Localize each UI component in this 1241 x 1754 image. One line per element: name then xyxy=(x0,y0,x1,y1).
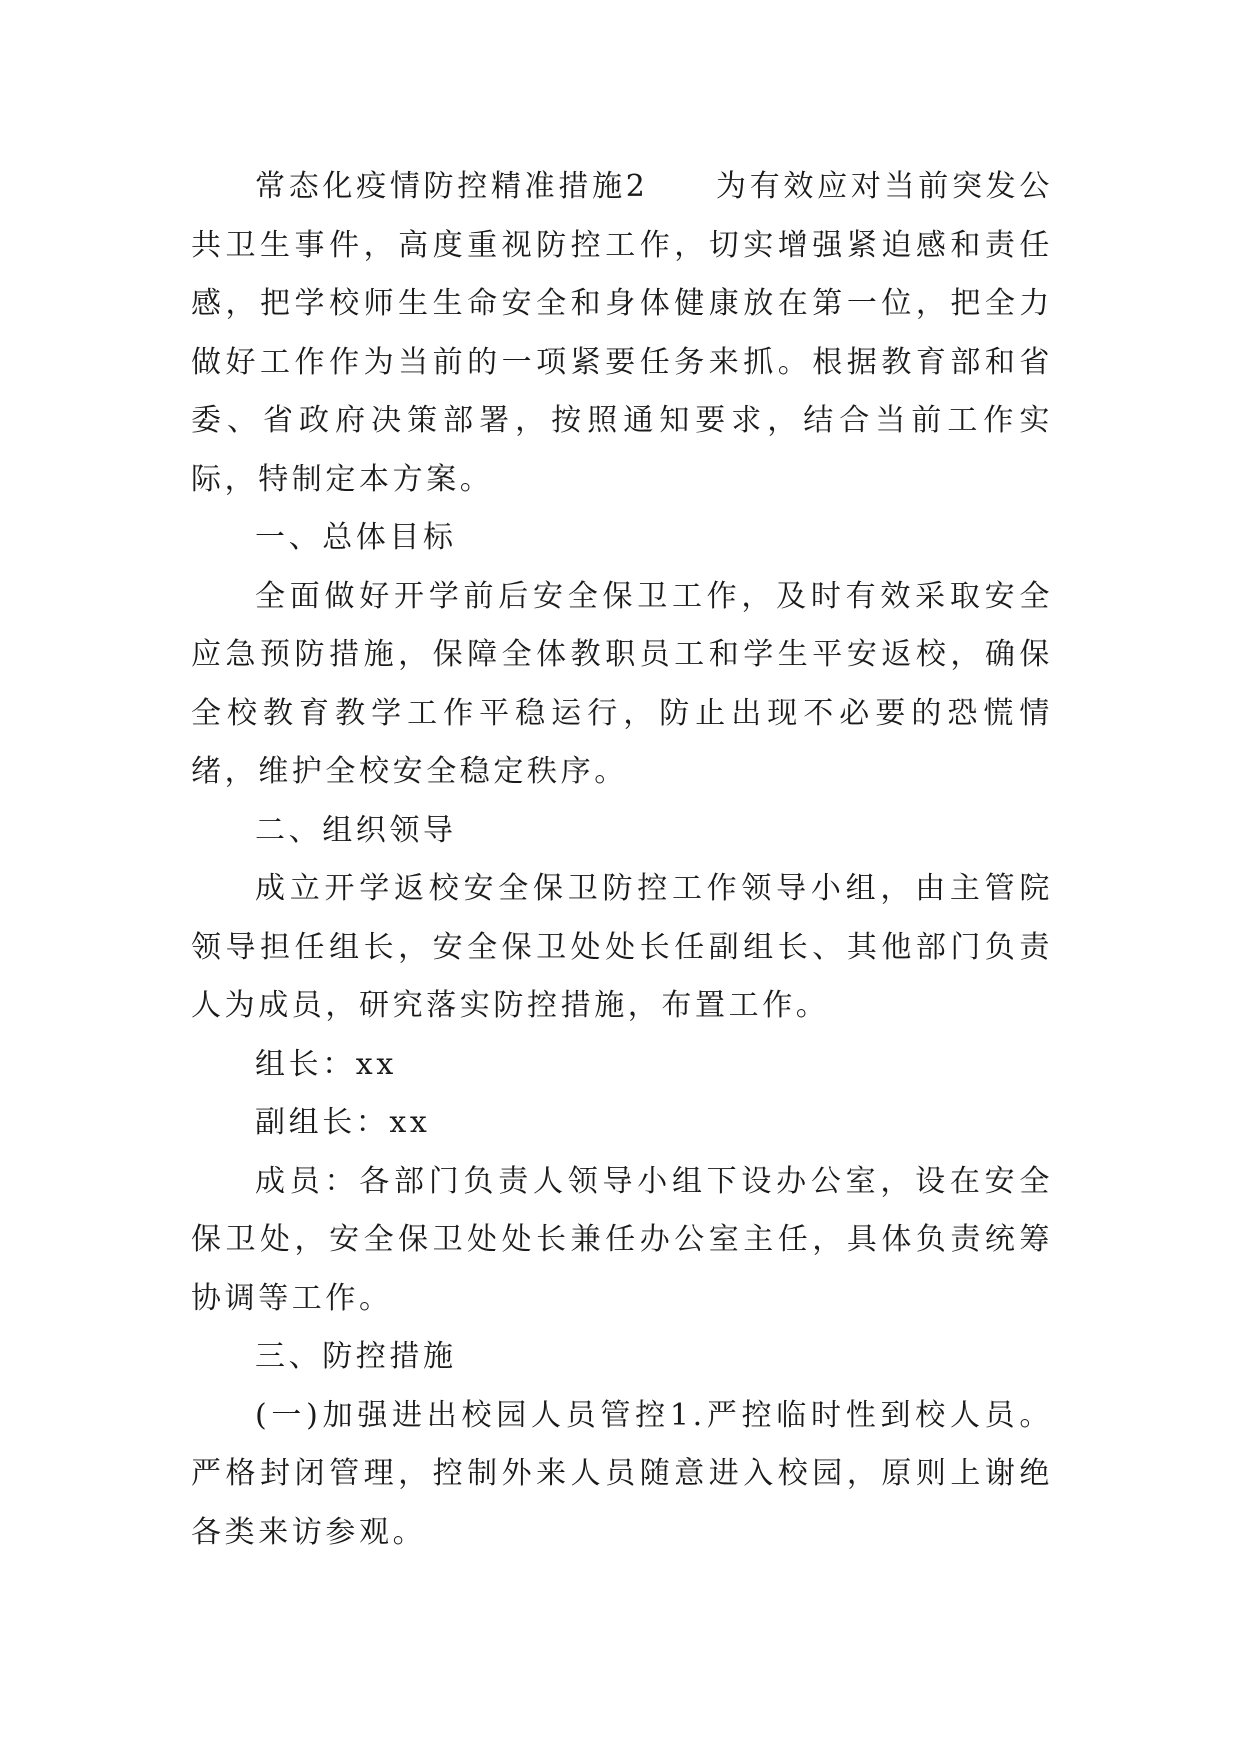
deputy-leader-line: 副组长：xx xyxy=(255,1105,431,1140)
leadership-paragraph: 成立开学返校安全保卫防控工作领导小组，由主管院领导担任组长，安全保卫处处长任副组长、其他部门负责人为成员，研究落实防控措施，布置工作。 xyxy=(191,871,1053,1023)
intro-paragraph: 常态化疫情防控精准措施2 为有效应对当前突发公共卫生事件，高度重视防控工作，切实增强紧迫感和责任感，把学校师生生命安全和身体健康放在第一位，把全力做好工作作为当前的一项紧要任务来抓。根据教育部和省委、省政府决策部署，按照通知要求，结合当前工作实际，特制定本方案。 xyxy=(191,169,1053,497)
section-heading-measures: 三、防控措施 xyxy=(255,1339,457,1374)
section-heading-overall-goal: 一、总体目标 xyxy=(255,520,457,555)
overall-goal-paragraph: 全面做好开学前后安全保卫工作，及时有效采取安全应急预防措施，保障全体教职员工和学生平安返校，确保全校教育教学工作平稳运行，防止出现不必要的恐慌情绪，维护全校安全稳定秩序。 xyxy=(191,578,1053,789)
members-paragraph: 成员：各部门负责人领导小组下设办公室，设在安全保卫处，安全保卫处处长兼任办公室主任，具体负责统筹协调等工作。 xyxy=(191,1163,1053,1316)
measures-paragraph: (一)加强进出校园人员管控1.严控临时性到校人员。严格封闭管理，控制外来人员随意进入校园，原则上谢绝各类来访参观。 xyxy=(191,1397,1053,1550)
document-body xyxy=(191,158,1053,1562)
section-heading-leadership: 二、组织领导 xyxy=(255,812,457,848)
group-leader-line: 组长：xx xyxy=(255,1046,397,1082)
